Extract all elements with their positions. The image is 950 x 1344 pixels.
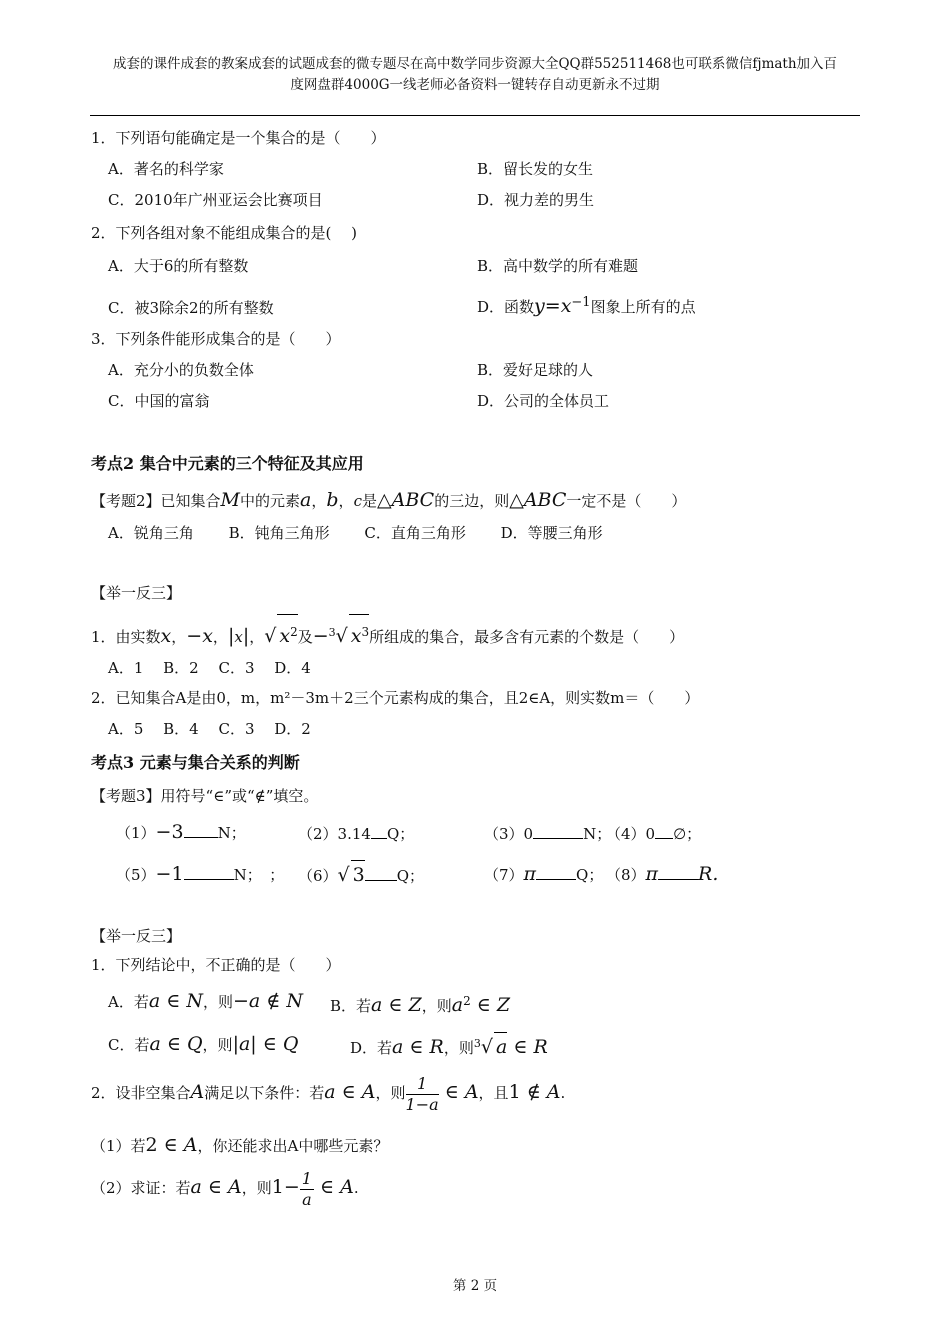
q3-option-b: B．爱好足球的人	[477, 361, 594, 379]
q1-option-b: B．留长发的女生	[477, 160, 594, 178]
page-header	[90, 54, 860, 96]
header-line-2: 度网盘群4000G一线老师必备资料一键转存自动更新永不过期	[290, 77, 660, 93]
practice-2-q1-option-d: D．若a ∈ R，则$^3$√ a ∈ R	[350, 1030, 548, 1062]
practice-2-q1-option-a: A．若a ∈ N，则−a ∉ N	[108, 990, 303, 1012]
q2-option-a: A．大于6的所有整数	[108, 257, 249, 275]
example-2-options: A．锐角三角 B．钝角三角形 C．直角三角形 D．等腰三角形	[108, 524, 603, 542]
header-line-1: 成套的课件成套的教案成套的试题成套的微专题尽在高中数学同步资源大全QQ群552511468也可联系微信fjmath加入百	[112, 56, 838, 72]
fill-6: （6）√ 3 Q；	[298, 860, 424, 890]
fill-3: （3）0 N；	[484, 825, 612, 843]
blank-3[interactable]	[533, 823, 583, 839]
section-2-title: 考点2 集合中元素的三个特征及其应用	[91, 454, 364, 473]
practice-2-q2-sub1: （1）若2 ∈ A，你还能求出A中哪些元素？	[91, 1134, 389, 1156]
q3-option-d: D．公司的全体员工	[477, 392, 610, 410]
fraction-1-over-a: $\frac{1}{a}$	[301, 1168, 312, 1209]
blank-4[interactable]	[655, 823, 673, 839]
section-3-title: 考点3 元素与集合关系的判断	[91, 753, 300, 772]
practice-2-q1-option-b: B．若a ∈ Z，则$a^2$ ∈ Z	[330, 994, 511, 1016]
blank-8[interactable]	[658, 864, 698, 880]
fill-4: （4）0 ∅；	[606, 825, 702, 843]
practice-1-q1: 1．由实数x，−x，|x|，√ $x^2$及−$^3$√ $x^3$所组成的集合，最多含有元素的个数是（ ）	[91, 614, 684, 654]
practice-2-q1-option-c: C．若a ∈ Q，则|a| ∈ Q	[108, 1033, 299, 1055]
practice-2-q2: 2．设非空集合A满足以下条件：若a ∈ A，则 $\frac{1}{1-a}$ ∈ A，且1 ∉ A.	[91, 1073, 566, 1114]
example-3: 【考题3】用符号“∈”或“∉”填空。	[91, 787, 319, 805]
fill-8: （8）π R.	[606, 863, 719, 885]
page-number: 第 2 页	[452, 1278, 498, 1294]
formula-y-eq-x-inv: y	[534, 295, 545, 317]
q2-option-c: C．被3除余2的所有整数	[108, 299, 274, 317]
fill-7: （7）π Q；	[484, 863, 604, 885]
q2-option-b: B．高中数学的所有难题	[477, 257, 639, 275]
blank-6[interactable]	[365, 865, 397, 881]
fill-1: （1）−3 N；	[116, 821, 246, 843]
practice-1-title: 【举一反三】	[91, 584, 182, 602]
blank-1[interactable]	[184, 822, 218, 838]
q2-stem: 2．下列各组对象不能组成集合的是( )	[91, 224, 358, 242]
blank-2[interactable]	[371, 823, 387, 839]
fill-2: （2）3.14 Q；	[298, 825, 415, 843]
q2-option-d: D．函数$y=x^{-1}$图象上所有的点	[477, 295, 696, 317]
q1-option-d: D．视力差的男生	[477, 191, 595, 209]
blank-5[interactable]	[184, 864, 234, 880]
fraction-1-over-1-minus-a: $\frac{1}{1-a}$	[405, 1073, 439, 1114]
q3-option-a: A．充分小的负数全体	[108, 361, 254, 379]
q1-option-a: A．著名的科学家	[108, 160, 224, 178]
fill-5: （5）−1 N； ；	[116, 863, 285, 885]
q3-option-c: C．中国的富翁	[108, 392, 210, 410]
practice-1-q2-options: A．5 B．4 C．3 D．2	[108, 720, 311, 738]
blank-7[interactable]	[536, 864, 576, 880]
example-2: 【考题2】已知集合M中的元素a，b，c是△ABC的三边，则△ABC一定不是（ ）	[91, 489, 687, 511]
practice-2-q2-sub2: （2）求证：若a ∈ A，则1− $\frac{1}{a}$ ∈ A.	[91, 1168, 359, 1209]
q1-option-c: C．2010年广州亚运会比赛项目	[108, 191, 323, 209]
practice-1-q2: 2．已知集合A是由0，m，m²－3m＋2三个元素构成的集合，且2∈A，则实数m＝（ ）	[91, 689, 700, 707]
q1-stem: 1．下列语句能确定是一个集合的是（ ）	[91, 129, 386, 147]
header-rule	[90, 115, 860, 116]
practice-1-q1-options: A．1 B．2 C．3 D．4	[108, 659, 311, 677]
practice-2-title: 【举一反三】	[91, 927, 182, 945]
q3-stem: 3．下列条件能形成集合的是（ ）	[91, 330, 341, 348]
practice-2-q1-stem: 1．下列结论中，不正确的是（ ）	[91, 956, 341, 974]
